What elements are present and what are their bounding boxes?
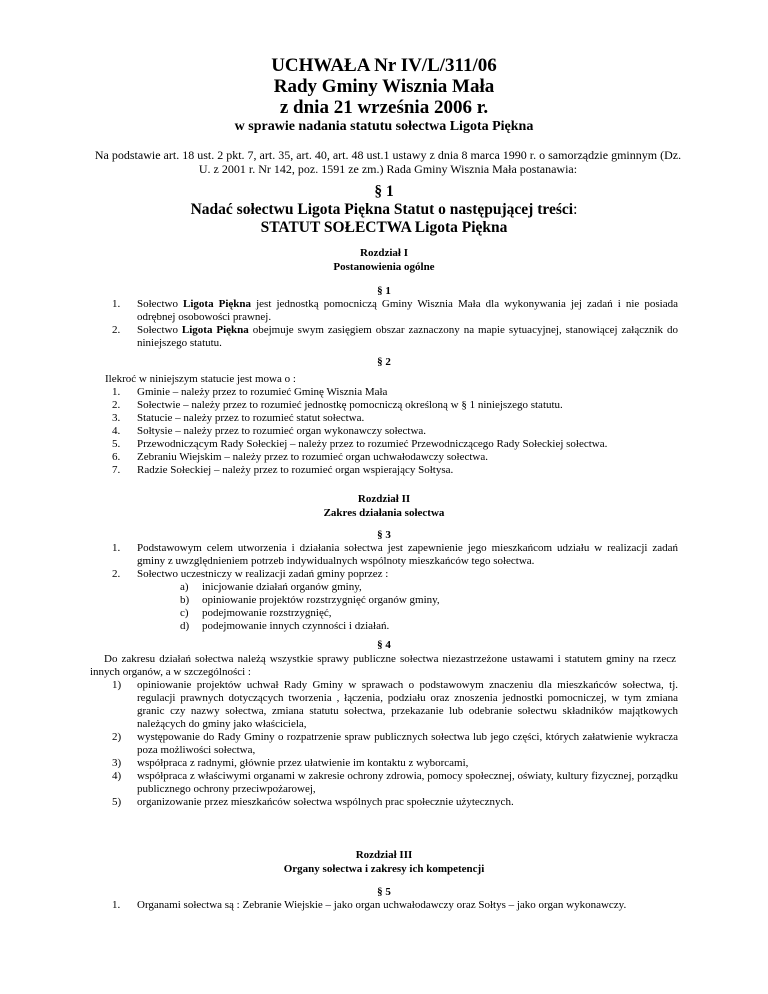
sub-list-item: b) opiniowanie projektów rozstrzygnięć organów gminy, <box>180 594 440 606</box>
sub-list-item: a) inicjowanie działań organów gminy, <box>180 581 362 593</box>
paragraph-4-list <box>112 679 678 809</box>
resolution-number: UCHWAŁA Nr IV/L/311/06 <box>271 55 497 76</box>
resolution-decision <box>0 201 768 219</box>
resolution-paragraph <box>0 183 768 237</box>
list-item: 5) organizowanie przez mieszkańców sołectwa wspólnych prac społecznie użytecznych. <box>112 796 514 808</box>
chapter-3-heading <box>0 848 768 876</box>
resolution-header <box>0 55 768 118</box>
paragraph-mark: § 3 <box>377 529 391 541</box>
list-item: 4. Sołtysie – należy przez to rozumieć organ wykonawczy sołectwa. <box>112 425 427 437</box>
list-item: 6. Zebraniu Wiejskim – należy przez to rozumieć organ uchwałodawczy sołectwa. <box>112 451 489 463</box>
list-item: 3) współpraca z radnymi, głównie przez ułatwienie im kontaktu z wyborcami, <box>112 757 469 769</box>
list-item: 7. Radzie Sołeckiej – należy przez to rozumieć organ wspierający Sołtysa. <box>112 464 454 476</box>
chapter-subtitle: Organy sołectwa i zakresy ich kompetencji <box>283 863 485 875</box>
resolution-subject: w sprawie nadania statutu sołectwa Ligota Piękna <box>234 119 534 134</box>
list-item: 1. Gminie – należy przez to rozumieć Gminę Wisznia Mała <box>112 386 388 398</box>
paragraph-mark: § 1 <box>377 285 391 297</box>
sub-list-item: c) podejmowanie rozstrzygnięć, <box>180 607 332 619</box>
decision-colon: : <box>573 201 578 218</box>
list-item: 1) opiniowanie projektów uchwał Rady Gminy w sprawach o podstawowym znaczeniu dla mieszkańców sołectwa, tj. regulacji prawnych dotyczących tworzenia , łączenia, podziału oraz znoszenia jednostki pomocniczej, w tym zmiana granic czy nazwy sołectwa, zmiana statutu sołectwa, przekazanie lub odebranie sołectwu składników majątkowych należących do gminy jako właściciela, <box>112 679 678 730</box>
chapter-title: Rozdział I <box>360 247 408 259</box>
paragraph-2-list <box>112 386 678 477</box>
paragraph-mark: § 4 <box>377 639 391 651</box>
paragraph-3-list <box>112 542 678 633</box>
sub-list-item: d) podejmowanie innych czynności i działań. <box>180 620 390 632</box>
list-item: 1. Podstawowym celem utworzenia i działania sołectwa jest zapewnienie jego mieszkańcom udziału w realizacji zadań gminy z uwzględnieniem potrzeb indywidualnych wspólnoty mieszkańców tego sołectwa. <box>112 542 678 567</box>
chapter-1-heading <box>0 246 768 274</box>
list-item: 1. Organami sołectwa są : Zebranie Wiejskie – jako organ uchwałodawczy oraz Sołtys – jako organ wykonawczy. <box>112 899 627 911</box>
paragraph-1-list <box>112 298 678 350</box>
list-item: 1. Sołectwo Ligota Piękna jest jednostką pomocniczą Gminy Wisznia Mała dla wykonywania jej zadań i nie posiada odrębnej osobowości prawnej. <box>112 298 678 323</box>
list-item: 2. Sołectwo uczestniczy w realizacji zadań gminy poprzez : a) inicjowanie działań organów gminy, b) opiniowanie projektów rozstrzygnięć organów gminy, c) podejmowanie rozstrzygnięć, d) podejmowanie innych czynności i działań. <box>112 568 678 633</box>
paragraph-mark: § 5 <box>377 886 391 898</box>
statute-title: STATUT SOŁECTWA Ligota Piękna <box>260 219 508 236</box>
paragraph-5-list <box>112 899 678 912</box>
village-name: Ligota Piękna <box>181 324 249 336</box>
chapter-title: Rozdział II <box>357 493 411 505</box>
decision-text: Nadać sołectwu Ligota Piękna Statut o następującej treści <box>190 201 574 218</box>
chapter-2-heading <box>0 492 768 520</box>
list-item: 2) występowanie do Rady Gminy o rozpatrzenie spraw publicznych sołectwa lub jego części, których załatwienie wykracza poza możliwości sołectwa, <box>112 731 678 756</box>
issuing-body: Rady Gminy Wisznia Mała <box>273 76 495 97</box>
chapter-title: Rozdział III <box>355 849 413 861</box>
list-item: 3. Statucie – należy przez to rozumieć statut sołectwa. <box>112 412 365 424</box>
sub-list <box>112 581 678 633</box>
list-item: 5. Przewodniczącym Rady Sołeckiej – należy przez to rozumieć Przewodniczącego Rady Sołeckiej sołectwa. <box>112 438 608 450</box>
paragraph-intro: Ilekroć w niniejszym statucie jest mowa o : <box>105 373 296 385</box>
list-item: 4) współpraca z właściwymi organami w zakresie ochrony zdrowia, pomocy społecznej, oświaty, kultury fizycznej, porządku publicznego ochrony przeciwpożarowej, <box>112 770 678 795</box>
chapter-subtitle: Postanowienia ogólne <box>333 261 435 273</box>
paragraph-mark: § 2 <box>377 356 391 368</box>
village-name: Ligota Piękna <box>183 298 252 310</box>
resolution-date: z dnia 21 września 2006 r. <box>279 97 489 118</box>
preamble: Na podstawie art. 18 ust. 2 pkt. 7, art. 35, art. 40, art. 48 ust.1 ustawy z dnia 8 marca 1990 r. o samorządzie gminnym (Dz. U. z 2001 r. Nr 142, poz. 1591 ze zm.) Rada Gminy Wisznia Mała postanawia: <box>94 148 682 176</box>
list-item: 2. Sołectwo Ligota Piękna obejmuje swym zasięgiem obszar zaznaczony na mapie sytuacyjnej, stanowiącej załącznik do niniejszego statutu. <box>112 324 678 349</box>
paragraph-mark: § 1 <box>374 183 394 200</box>
list-item: 2. Sołectwie – należy przez to rozumieć jednostkę pomocniczą określoną w § 1 niniejszego statutu. <box>112 399 563 411</box>
chapter-subtitle: Zakres działania sołectwa <box>323 507 445 519</box>
paragraph-intro: Do zakresu działań sołectwa należą wszystkie sprawy publiczne sołectwa niezastrzeżone ustawami i statutem gminy na rzecz innych organów, a w szczególności : <box>90 653 676 678</box>
